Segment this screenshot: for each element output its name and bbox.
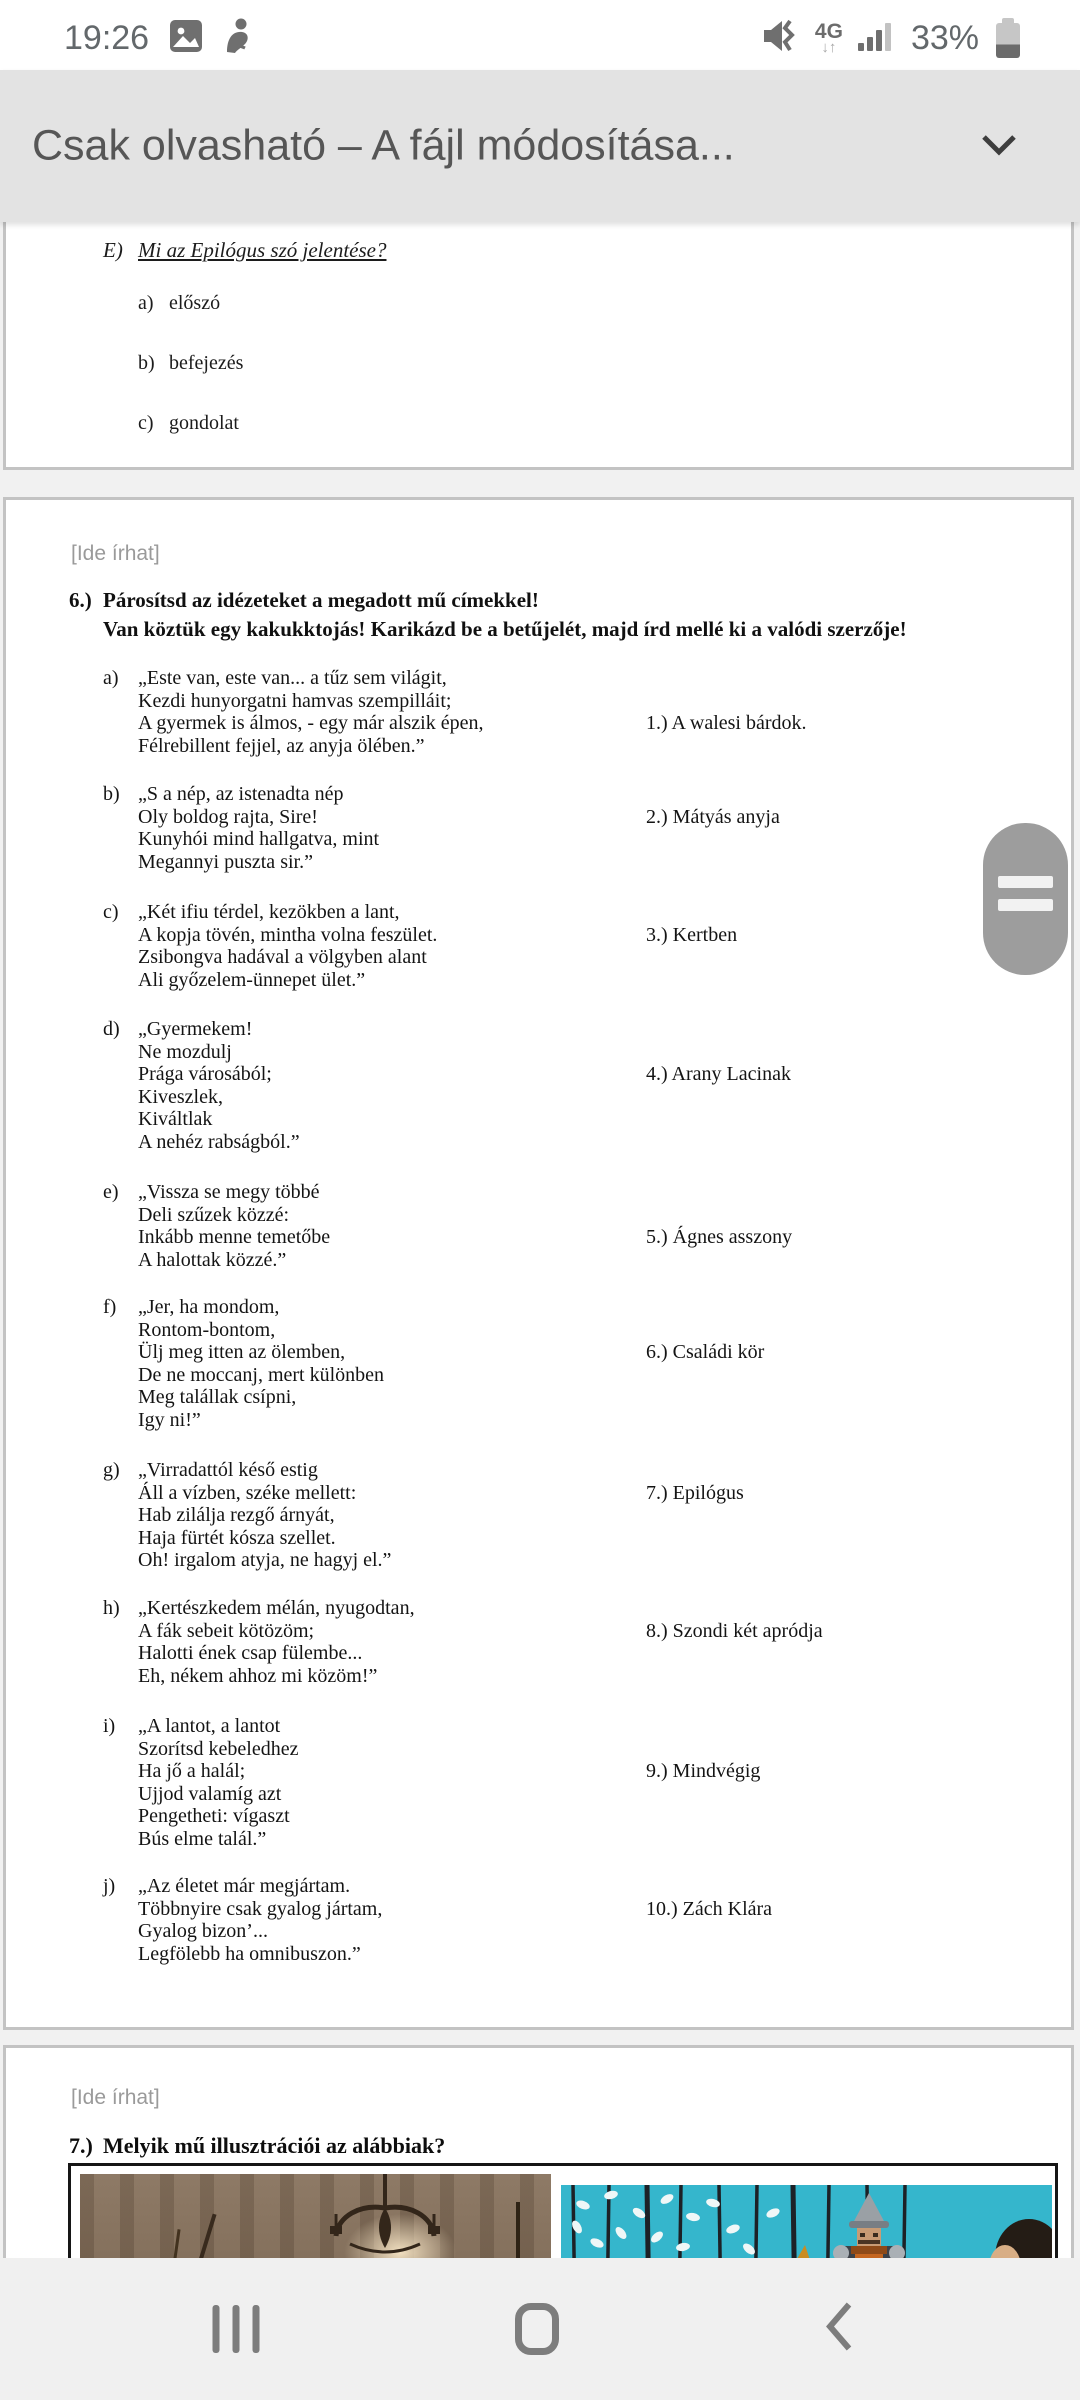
answer-4: 4.) Arany Lacinak [646,1063,791,1085]
quote-line: Haja fürtét kósza szellet. [138,1526,336,1549]
page-3 [3,2045,1074,2258]
answer-10: 10.) Zách Klára [646,1897,773,1920]
quote-line: A fák sebeit kötözöm; [138,1619,315,1642]
network-arrows-icon: ↓↑ [821,39,837,56]
quote-item-i [6,1715,1071,1850]
quote-line: Ha jő a halál; [138,1760,246,1782]
question-e-text: Mi az Epilógus szó jelentése? [138,238,387,262]
question-6-line1: Párosítsd az idézeteket a megadott mű címekkel! [103,588,539,612]
quote-item-c [6,901,1071,991]
quote-line: Áll a vízben, széke mellett: [138,1481,357,1504]
quote-line: „Vissza se megy többé [138,1181,320,1203]
quote-f-lines [138,1296,1071,1431]
vibrate-mute-icon [762,19,800,58]
quote-line: Inkább menne temetőbe [138,1226,331,1248]
signal-icon [858,19,896,58]
battery-icon [996,18,1020,58]
quote-c-letter: c) [103,901,119,923]
quote-item-h [6,1597,1071,1687]
knight-on-horseback-illustration [561,2185,1052,2258]
home-icon[interactable] [515,2303,559,2355]
quote-line: Bús elme talál.” [138,1827,267,1850]
answer-7: 7.) Epilógus [646,1481,744,1504]
quote-line: De ne moccanj, mert különben [138,1363,385,1386]
quote-line: Hab zilálja rezgő árnyát, [138,1504,335,1526]
document-canvas[interactable] [0,222,1080,2258]
quote-line: Halotti ének csap fülembe... [138,1642,363,1664]
quote-item-d [6,1018,1071,1153]
recents-icon[interactable] [213,2305,260,2353]
option-b-label: b) [138,352,155,374]
question-7-number: 7.) [69,2133,93,2158]
candlestick-shape [516,2202,520,2258]
quote-line: „Virradattól késő estig [138,1459,318,1481]
quote-line: Legfölebb ha omnibuszon.” [138,1942,361,1965]
quote-line: A halottak közzé.” [138,1248,287,1271]
status-bar [0,0,1080,70]
page-1 [3,222,1074,470]
navigation-bar [0,2258,1080,2400]
quote-line: Zsibongva hadával a völgyben alant [138,946,427,968]
question-7-heading [69,2133,445,2159]
image-icon [169,19,203,58]
answer-5: 5.) Ágnes asszony [646,1226,793,1248]
question-6-line2: Van köztük egy kakukktojás! Karikázd be a betűjelét, majd írd mellé ki a valódi szerzője! [103,617,907,641]
quote-line: Kiváltlak [138,1108,213,1130]
clock: 19:26 [64,18,150,57]
quote-line: Igy ni!” [138,1408,201,1431]
quote-line: Pengetheti: vígaszt [138,1805,290,1827]
quote-line: Szorítsd kebeledhez [138,1737,299,1760]
quote-j-lines [138,1875,1071,1965]
quote-j-letter: j) [103,1875,116,1897]
quote-item-f [6,1296,1071,1431]
answer-6: 6.) Családi kör [646,1341,765,1363]
quote-h-letter: h) [103,1597,120,1619]
document-title: Csak olvasható – A fájl módosítása... [32,121,735,170]
quote-line: „Jer, ha mondom, [138,1296,280,1318]
answer-3: 3.) Kertben [646,923,738,946]
quote-line: Rontom-bontom, [138,1318,276,1341]
question-7-text: Melyik mű illusztrációi az alábbiak? [103,2133,446,2158]
quote-line: Eh, nékem ahhoz mi közöm!” [138,1664,378,1687]
quote-i-lines [138,1715,1071,1850]
quote-line: „Este van, este van... a tűz sem világit, [138,667,447,689]
option-b-text: befejezés [169,352,244,374]
quote-line: Kunyhói mind hallgatva, mint [138,828,380,850]
option-a-text: előszó [169,292,221,314]
chevron-down-icon[interactable] [981,134,1017,158]
quote-e-lines [138,1181,1071,1271]
quote-line: Megannyi puszta sir.” [138,850,313,873]
quote-c-lines [138,901,1071,991]
quote-line: „Két ifiu térdel, kezökben a lant, [138,901,400,923]
status-right [762,18,1020,58]
quote-line: „Az életet már megjártam. [138,1875,351,1897]
option-b [6,352,1071,380]
scroll-handle[interactable] [983,823,1068,975]
quote-line: Meg talállak csípni, [138,1386,297,1408]
quote-line: Ali győzelem-ünnepet ület.” [138,968,366,991]
option-a-label: a) [138,292,154,314]
answer-8: 8.) Szondi két apródja [646,1619,823,1642]
quote-line: „Gyermekem! [138,1018,253,1040]
quote-item-a [6,667,1071,757]
quote-item-j [6,1875,1071,1965]
quote-line: A nehéz rabságból.” [138,1130,300,1153]
network-4g-icon [815,21,843,55]
quote-g-lines [138,1459,1071,1572]
quote-line: Oh! irgalom atyja, ne hagyj el.” [138,1549,392,1571]
quote-a-letter: a) [103,667,119,689]
sepia-interior-illustration [80,2174,551,2258]
type-here-placeholder: [Ide írhat] [71,2086,160,2109]
quote-item-g [6,1459,1071,1572]
title-bar[interactable] [0,70,1080,222]
quote-line: Többnyire csak gyalog jártam, [138,1897,383,1920]
quote-line: Ülj meg itten az ölemben, [138,1341,346,1363]
battery-percent: 33% [910,18,979,57]
answer-1: 1.) A walesi bárdok. [646,712,807,734]
answer-2: 2.) Mátyás anyja [646,805,780,828]
quote-line: „Kertészkedem mélán, nyugodtan, [138,1597,415,1619]
network-type-label: 4G [814,20,843,43]
quote-line: Ne mozdulj [138,1040,232,1063]
quote-i-letter: i) [103,1715,116,1737]
quote-line: Félrebillent fejjel, az anyja ölében.” [138,734,425,757]
quote-h-lines [138,1597,1071,1687]
spear-shape [183,2214,216,2258]
answer-9: 9.) Mindvégig [646,1760,761,1782]
quote-line: A kopja tövén, mintha volna feszület. [138,923,438,946]
option-c-label: c) [138,412,154,434]
quote-line: Kiveszlek, [138,1085,223,1108]
back-icon[interactable] [823,2301,855,2358]
quote-line: Oly boldog rajta, Sire! [138,805,318,828]
quote-line: „A lantot, a lantot [138,1715,281,1737]
quote-b-letter: b) [103,783,120,805]
option-c [6,412,1071,440]
page-2 [3,497,1074,2030]
person-icon [223,18,251,59]
quote-line: Kezdi hunyorgatni hamvas szempilláit; [138,689,452,712]
scroll-handle-grip-line [998,876,1053,888]
type-here-placeholder: [Ide írhat] [71,542,160,565]
status-left [64,18,251,59]
quote-line: Ujjod valamíg azt [138,1782,282,1805]
quote-f-letter: f) [103,1296,117,1318]
quote-b-lines [138,783,1071,873]
quote-line: Gyalog bizon’... [138,1920,268,1942]
quote-line: A gyermek is álmos, - egy már alszik épen, [138,712,484,734]
quote-g-letter: g) [103,1459,120,1481]
quote-line: „S a nép, az istenadta nép [138,783,344,805]
question-6-number: 6.) [69,588,92,612]
scroll-handle-grip-line [998,899,1053,911]
question-e-label: E) [103,238,123,262]
quote-d-lines [138,1018,1071,1153]
quote-line: Deli szűzek közzé: [138,1203,290,1226]
quote-item-e [6,1181,1071,1271]
option-a [6,292,1071,320]
question-6-heading [69,588,539,613]
quote-line: Prága városából; [138,1063,272,1085]
quote-item-b [6,783,1071,873]
spear-shape [166,2229,180,2258]
illustrations-frame [68,2163,1058,2258]
quote-d-letter: d) [103,1018,120,1040]
quote-e-letter: e) [103,1181,119,1203]
quote-a-lines [138,667,1071,757]
option-c-text: gondolat [169,412,239,434]
